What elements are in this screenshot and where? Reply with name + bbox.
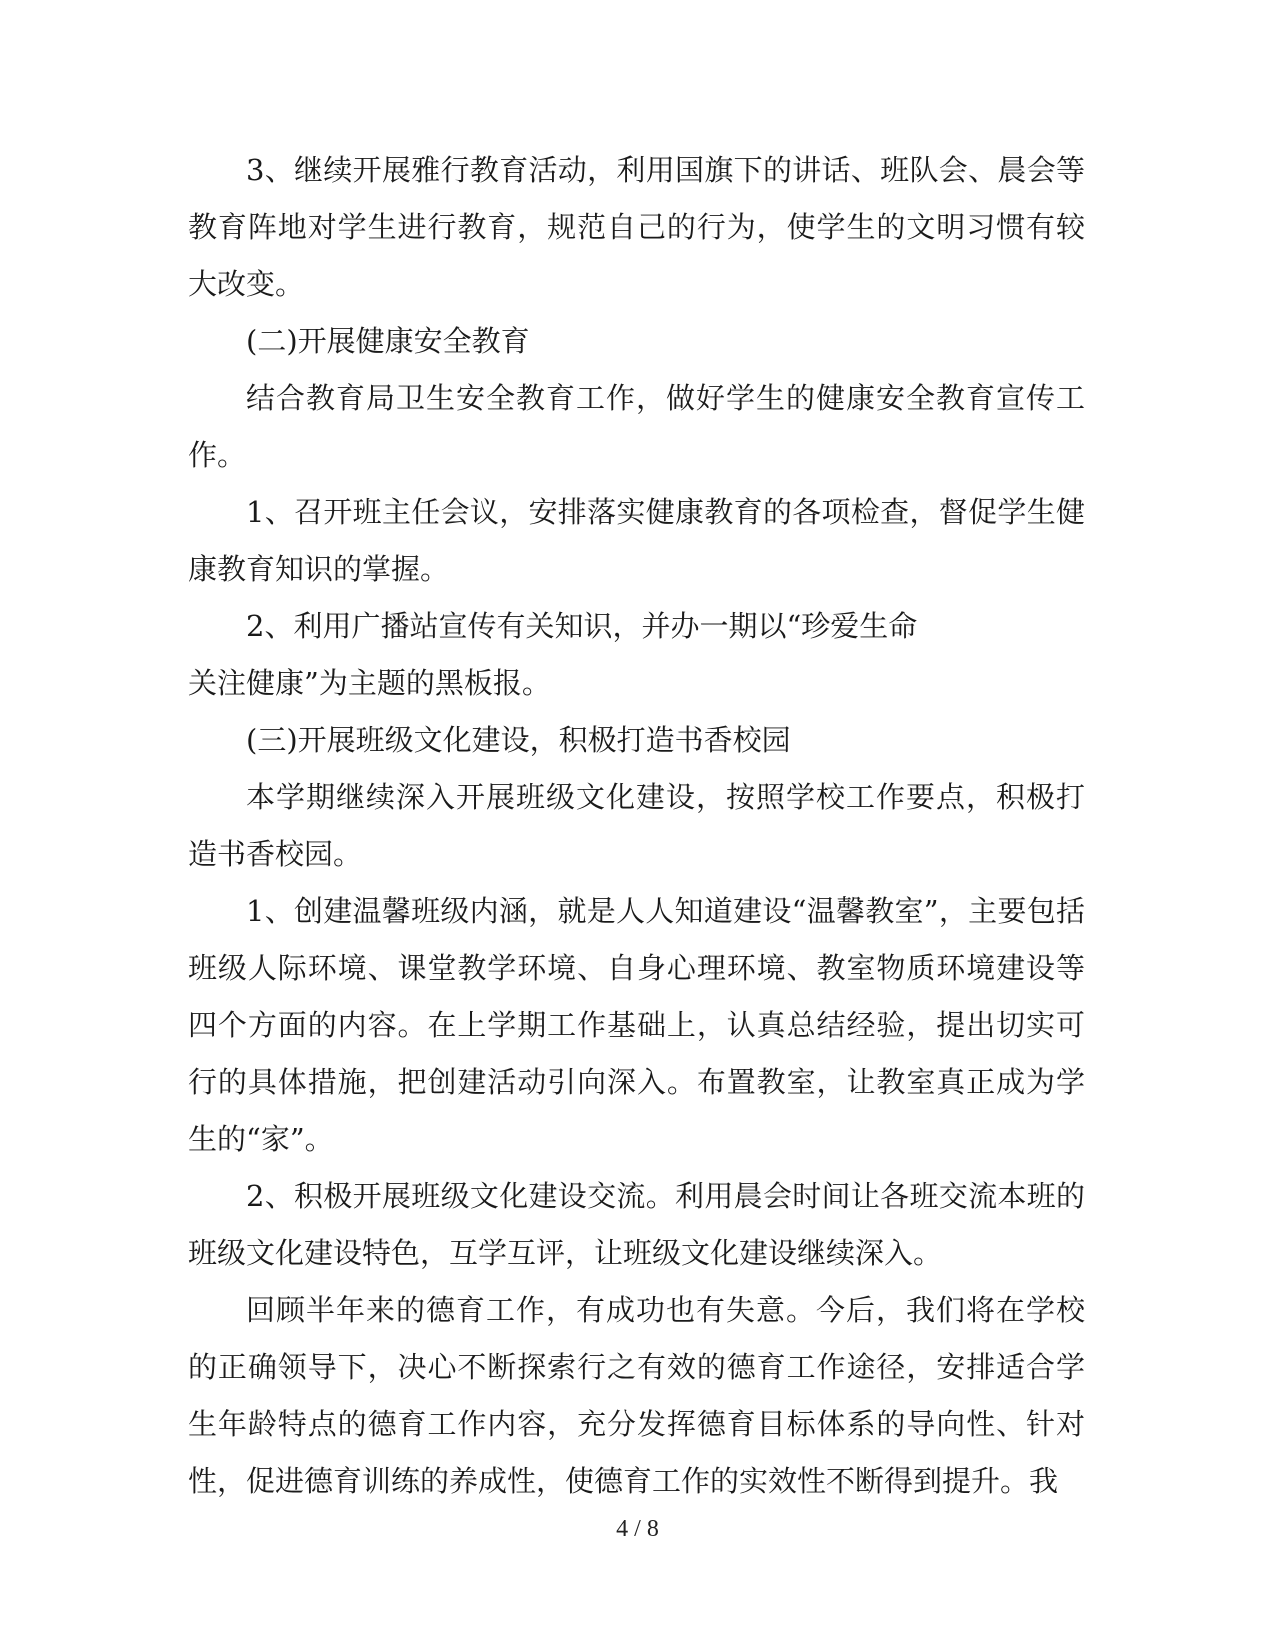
paragraph-civility-education: 3、继续开展雅行教育活动，利用国旗下的讲话、班队会、晨会等教育阵地对学生进行教育，规范自己的行为，使学生的文明习惯有较大改变。 xyxy=(188,153,1085,301)
paragraph-review-summary: 回顾半年来的德育工作，有成功也有失意。今后，我们将在学校的正确领导下，决心不断探索行之有效的德育工作途径，安排适合学生年龄特点的德育工作内容，充分发挥德育目标体系的导向性、针对性，促进德育训练的养成性，使德育工作的实效性不断得到提升。我 xyxy=(188,1293,1085,1498)
paragraph-head-teacher-meeting: 1、召开班主任会议，安排落实健康教育的各项检查，督促学生健康教育知识的掌握。 xyxy=(188,495,1085,586)
page-number: 4 / 8 xyxy=(616,1516,659,1542)
paragraph-broadcast-station: 2、利用广播站宣传有关知识，并办一期以“珍爱生命 xyxy=(246,609,918,643)
heading-class-culture: (三)开展班级文化建设，积极打造书香校园 xyxy=(246,723,791,757)
paragraph-culture-exchange: 2、积极开展班级文化建设交流。利用晨会时间让各班交流本班的班级文化建设特色，互学互评，让班级文化建设继续深入。 xyxy=(188,1179,1085,1270)
heading-health-safety-education: (二)开展健康安全教育 xyxy=(246,324,530,358)
paragraph-warm-classroom: 1、创建温馨班级内涵，就是人人知道建设“温馨教室”，主要包括班级人际环境、课堂教学环境、自身心理环境、教室物质环境建设等四个方面的内容。在上学期工作基础上，认真总结经验，提出切实可行的具体措施，把创建活动引向深入。布置教室，让教室真正成为学生的“家”。 xyxy=(188,894,1085,1156)
paragraph-health-safety-intro: 结合教育局卫生安全教育工作，做好学生的健康安全教育宣传工作。 xyxy=(188,381,1085,472)
paragraph-class-culture-intro: 本学期继续深入开展班级文化建设，按照学校工作要点，积极打造书香校园。 xyxy=(188,780,1085,871)
document-body xyxy=(188,142,1085,1510)
paragraph-broadcast-station-continued: 关注健康”为主题的黑板报。 xyxy=(188,666,551,700)
